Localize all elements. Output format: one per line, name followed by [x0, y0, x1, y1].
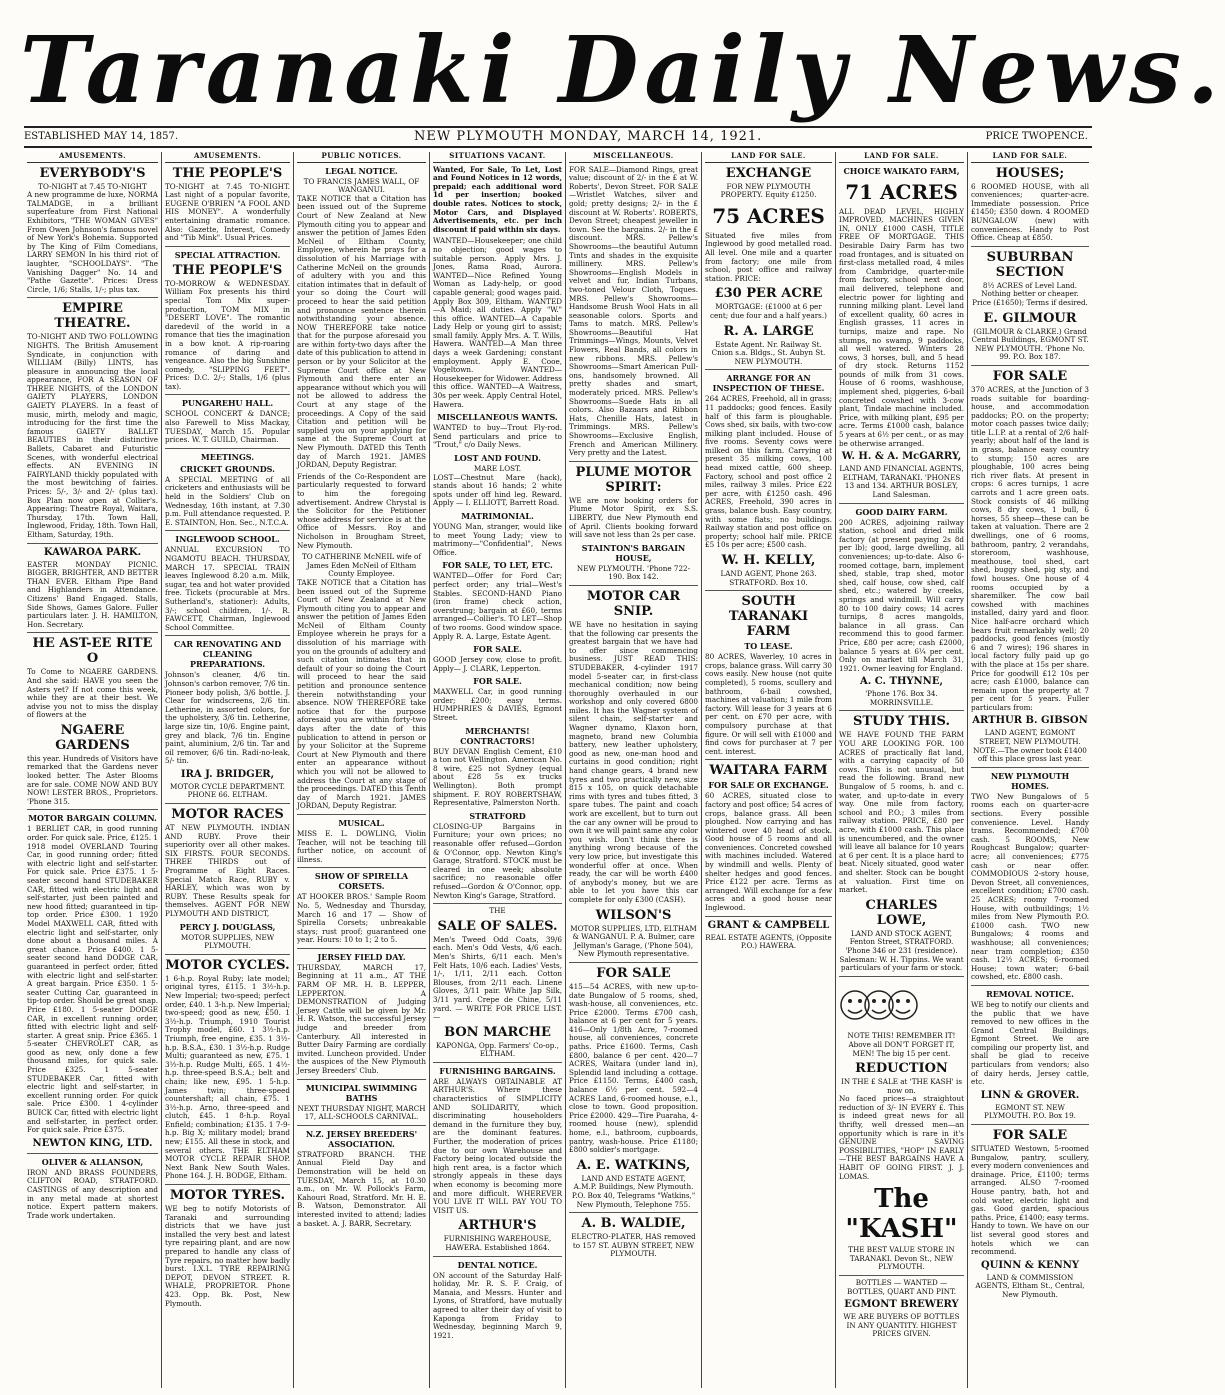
divider: [165, 448, 290, 449]
classified-body: MAXWELL Car, in good running order; £200; easy terms. HUMPHRIES & DAVIES, Egmont Street.: [433, 687, 562, 723]
ad-body: A new programme de luxe, NORMA TALMADGE, in a brilliant superfeature from First National Exhibitors, "THE WOMAN GIVES" From Owen Johnson's famous novel of New York's Bohemia. Supported by The King of Film Comedians, LARRY SEMON In his third riot of laughter, "SCHOOLDAYS". "The Vanishing Dagger" No. 14 and "Pathe Gazette". Prices: Dress Circle, 1/6; Stalls, 1/-; plus tax.: [27, 190, 158, 294]
divider: [27, 543, 158, 544]
classified-body: LOST—Chestnut Mare (hack), stands about 16 hands; 2 white spots under off hind leg. Reward. Apply — I. ELLIOTT, Barrett Road.: [433, 472, 562, 508]
ad-title: INGLEWOOD SCHOOL.: [175, 534, 280, 545]
ad-body: EASTER MONDAY PICNIC. BIGGER, BRIGHTER, AND BETTER THAN EVER. Eltham Pipe Band and Highlanders in Attendance. Citizens' Band Engaged. Stalls, Side Shows, Games Galore. Fuller particulars later. J. H. HAMILTON, Hon. Secretary.: [27, 559, 158, 629]
established-date: ESTABLISHED MAY 14, 1857.: [24, 131, 179, 142]
ad-body: WE HAVE FOUND THE FARM YOU ARE LOOKING FOR. 100 ACRES of practically flat land, with a carrying capacity of 50 cows. This is not unusual, but read the following. Brand new Bungalow of 5 rooms, h. and c. water, and up-to-date in every way. One mile from factory, school and P.O.; 3 miles from railway station. PRICE, £80 per acre, with £1000 cash. This place is unencumbered, and the owner will leave all balance for 10 years at 6 per cent. It is a place hard to beat. Nicely situated, good water and shelter. Stock can be bought at valuation. First time on market.: [839, 730, 964, 895]
ad-title: MUNICIPAL SWIMMING BATHS: [305, 1082, 418, 1103]
ad-body: LAND & COMMISSION AGENTS, Eltham St., Central, New Plymouth.: [975, 1272, 1085, 1299]
ad-title: CAR RENOVATING AND CLEANING PREPARATIONS.: [173, 639, 282, 670]
divider: [705, 759, 832, 760]
ad-title: MOTOR CAR SNIP.: [586, 588, 681, 619]
ad-title: STUDY THIS.: [853, 714, 950, 730]
ad-body: NOTE THIS! REMEMBER IT! Above all DON'T FORGET IT, MEN! The big 15 per cent.: [847, 1031, 956, 1058]
column-amusements-1: [24, 152, 162, 1388]
ad-subtitle: TO CATHERINE McNEIL wife of James Eden McNeil of Eltham County Employee.: [301, 552, 422, 579]
ad-title: JERSEY FIELD DAY.: [317, 951, 406, 962]
ad-title: WAITARA FARM: [709, 763, 828, 779]
cartoon-faces-illustration: [839, 983, 919, 1027]
ad-body: MOTOR CYCLE DEPARTMENT. PHONE 66. ELTHAM.: [170, 781, 285, 800]
column-heading: LAND FOR SALE.: [839, 152, 964, 163]
section-title: MATRIMONIAL.: [461, 510, 534, 521]
ad-body: TWO New Bungalows of 5 rooms each on quarter-acre sections. Every possible convenience. Level. Handy trams. Recommended; £700 cash. 5 ROOMS, New Roughcast Bungalow; quarter-acre; all conveniences; £775 cash or near offer. COMMODIOUS 2-story house, Devon Street, all conveniences, excellent condition; £700 cash. 25 ACRES; roomy 7-roomed House, with outbuildings; 1½ miles from New Plymouth P.O. £1000 cash. TWO new Bungalows; 4 rooms and washhouse; all conveniences; near tram completion; £350 cash. 12½ ACRES; 6-roomed House; town water; 6-bail cowshed, etc. £800 cash.: [971, 791, 1089, 982]
ad-body: 6 ROOMED HOUSE, with all conveniences; quarter-acre. Immediate possession. Price £1450; £350 down. 4 ROOMED BUNGALOW (new) with conveniences. Handy to Post Office. Cheap at £850.: [971, 181, 1089, 243]
ad-body: ANNUAL EXCURSION TO NGAMOTU BEACH. THURSDAY, MARCH 17. SPECIAL TRAIN leaves Inglewood 8.20 a.m. Milk, sugar, tea and hot water provided free. Tickets (procurable at Mrs. Sutherland's, stationer): Adults, 3/-; school children, 1/-. R. FAWCETT, Chairman, Inglewood School Committee.: [165, 545, 290, 632]
ad-subtitle: TO-NIGHT at 7.45 TO-NIGHT: [38, 181, 147, 191]
divider: [297, 814, 426, 815]
ad-subtitle: MARE LOST.: [473, 464, 522, 473]
ad-title: E. GILMOUR: [983, 310, 1077, 326]
ad-body: ARE ALWAYS OBTAINABLE AT ARTHUR'S. Where these characteristics of SIMPLICITY AND SOLIDARITY, which discriminating householders demand in the furniture they buy, are the dominant features. Further, the moderation of prices due to our own Warehouse and Factory being located outside the high rent area, is a factor which strongly appeals in these days when economy is becoming more and more difficult. WHEREVER YOU LIVE IT WILL PAY YOU TO VISIT US.: [433, 1076, 562, 1215]
ad-title: WILSON'S: [595, 907, 672, 923]
ad-subtitle: FOR SALE OR EXCHANGE.: [708, 780, 829, 791]
ad-title: A. B. WALDIE,: [581, 1216, 686, 1232]
divider: [165, 530, 290, 531]
divider: [165, 954, 290, 955]
divider: [297, 948, 426, 949]
ad-title: FURNISHING BARGAINS.: [439, 1065, 556, 1076]
divider: [165, 394, 290, 395]
price: PRICE TWOPENCE.: [985, 131, 1088, 142]
divider: [971, 1124, 1089, 1125]
ad-body: AT HOOKER BROS.' Sample Room No. 5, Wednesday and Thursday, March 16 and 17 — Show of Spirella Corsets; unbreakable stays; rust proof; guaranteed one year. Hours: 10 to 1; 2 to 5.: [297, 892, 426, 945]
divider: [297, 1079, 426, 1080]
divider: [705, 916, 832, 917]
ad-body: LAND AND STOCK AGENT, Fenton Street, STRATFORD. 'Phone 346 or 231 (residence). Salesman: W. H. Tippins. We want particulars of your farm or stock.: [839, 928, 964, 973]
divider: [971, 365, 1089, 366]
ad-body: 1 6-h.p. Royal Ruby; late model; original tyres, £115. 1 3½-h.p. New Imperial; two-speed; perfect order, £40. 1 3-h.p. New Imperial; two-speed; good as new, £50. 1 3½-h.p. Triumph, 1910 Tourist Trophy model, £60. 1 3½-h.p. Triumph, free engine, £35. 1 3½-h.p. B.S.A., £30. 1 3½-h.p. Rudge Multi; guaranteed as new, £75. 1 3½-h.p. Rudge Multi, £65. 1 4½-h.p. three-speed B.S.A.; belt and chain; like new, £95. 1 5-h.p. James twin; three-speed countershaft; all chain, £75. 1 3½-h.p. Arno, three-speed and clutch, £45. 1 8-h.p. Royal Enfield; combination; £135. 1 7-9-h.p. Big X; military model; brand new; £155. All these in stock, and several others. THE ELTHAM MOTOR CYCLE REPAIR SHOP. Next Bank New South Wales. Phone 164. J. H. BODGE, Eltham.: [165, 973, 290, 1181]
ad-body: 200 ACRES, adjoining railway station, school and dried milk factory (at present paying 2s 8d per lb); good, large dwelling, all conveniences; up-to-date. Also 6-roomed cottage, barn, implement shed, stable, trap shed, motor shed, calf house, cow shed, calf shed, etc.; watered by creeks, springs and windmill. Will carry 80 to 100 dairy cows; 14 acres turnips, 8 acres mangolds, balance in all grass. Can recommend this to good farmer. Price, £80 per acre; cash £2000, balance 5 years at 6¼ per cent. Only on market till March 31, 1921. Owner leaving for England.: [839, 517, 964, 673]
column-heading: AMUSEMENTS.: [165, 152, 290, 163]
divider: [705, 590, 832, 591]
column-situations-vacant: [430, 152, 566, 1388]
column-miscellaneous: [566, 152, 702, 1388]
divider: [433, 903, 562, 904]
ad-body: STRATFORD BRANCH. THE Annual Field Day and Demonstration will be held on TUESDAY, March 15, at 10.30 a.m., on Mr. W. Pollock's Farm, Kahouri Road, Stratford. Mr. H. E. B. Watson, Demonstrator. All interested invited to attend; ladies a basket. A. J. BARR, Secretary.: [297, 1149, 426, 1228]
classified-body: WANTED to buy—Trout Fly-rod. Send particulars and price to "Trout," c/o Daily News.: [433, 423, 562, 450]
ad-body: ELECTRO-PLATER, HAS removed to 157 ST. AUBYN STREET, NEW PLYMOUTH.: [571, 1232, 696, 1259]
column-land-for-sale-1: [702, 152, 836, 1388]
ad-title: HOUSES;: [995, 165, 1065, 181]
ad-body: Friends of the Co-Respondent are particularly requested to forward to him the foregoing advertisement. Andrew Chrystal is the Solicitor for the Petitioner whose address for service is at the Office of Messrs. Roy and Nicholson in Brougham Street, New Plymouth.: [297, 471, 426, 550]
ad-title: SALE OF SALES.: [437, 918, 558, 934]
column-heading: LAND FOR SALE.: [705, 152, 832, 163]
ad-body: LAND AND FINANCIAL AGENTS, ELTHAM, TARANAKI. 'PHONES 13 and 134. ARTHUR BOSLEY, Land Salesman.: [839, 464, 964, 499]
divider: [433, 1256, 562, 1257]
ad-title: LINN & GROVER.: [980, 1089, 1080, 1101]
ad-body: NEW PLYMOUTH. 'Phone 722-190. Box 142.: [576, 563, 691, 582]
ad-body: LAND AGENT, EGMONT STREET, NEW PLYMOUTH. NOTE.—The owner took £1400 off this place gross last year.: [973, 728, 1087, 764]
ad-body: WE ARE BUYERS OF BOTTLES IN ANY QUANTITY. HIGHEST PRICES GIVEN.: [843, 1312, 960, 1339]
ad-body: Situated five miles from Inglewood by good metalled road. All level. One mile and a quarter from factory; one mile from school, post office and railway station. PRICE:: [705, 230, 832, 283]
divider: [971, 985, 1089, 986]
ad-title: NGAERE GARDENS: [55, 722, 130, 753]
ad-body: REAL ESTATE AGENTS, (Opposite P.O.) HAWERA.: [705, 932, 832, 951]
section-title: MISCELLANEOUS WANTS.: [437, 412, 558, 423]
ad-body: Johnson's cleaner, 4/6 tin. Johnson's carbon remover, 7/6 tin. Pioneer body polish, 3/6 bottle. J. Clear for windscreens, 2/6 tin. Letherine, in assorted colors, for the upholstery, 3/6 tin. Letherine, large size tin, 10/6. Engine paint, grey and black, 7/6 tin. Engine paint, aluminium, 2/6 tin. Tar and oil remover, 6/6 tin. Radi-no-leak, 5/- tin.: [165, 670, 290, 766]
ad-body: 370 ACRES, at the Junction of 3 roads suitable for boarding-house, and accommodation paddocks; P.O. on the property; motor coach passes twice daily; title L.I.P. at a rental of 2/6 half-yearly; about half of the land is in grass, balance easy country to stump; 150 acres are ploughable, 100 acres being rich river flats. At present in crops: 6 acres turnips, 1 acre carrots and 1 acre green oats. Stock consists of 46 milking cows, 8 dry cows, 1 bull, 6 horses, 55 sheep—these can be taken at valuation. There are 2 dwellings, one of 6 rooms, bathroom, pantry, 2 verandahs, storeroom, washhouse, meathouse, tool shed, cart shed, buggy shed, pig sty, and fowl houses. One house of 4 rooms occupied by a sharemilker. The cow bail cowshed with machines installed, dairy yard and floor. Nice half-acre orchard which bears fruit remarkably well; 20 paddocks, good fences (mostly 6 and 7 wires); 196 shares in local factory fully paid up go with the place at 15s per share. Price for goodwill £12 10s per acre; cash £1000, balance can remain upon the property at 7 per cent for 5 years. Fuller particulars from:: [971, 384, 1089, 712]
ad-price: £30 PER ACRE: [714, 286, 823, 302]
classified-body: WANTED—Housekeeper; one child no objection; good wages to suitable person. Apply Mrs. J. Jones, Rama Road, Aurora. WANTED—Nice Refined Young Woman as Lady-help, or good capable general; good wages paid. Apply Box 309, Eltham. WANTED—A Maid; all duties. Apply "W." this office. WANTED—A Capable Lady Help or young girl to assist; small family. Apply Mrs. A. T. Wills, Hawera. WANTED—A Man three days a week Gardening; constant employment. Apply E. Cooe, Vogeltown. WANTED—Housekeeper for Widower. Address this office. WANTED—A Waitress, 30s per week. Apply Central Hotel, Hawera.: [433, 236, 562, 409]
divider: [569, 461, 698, 462]
ad-title: N.Z. JERSEY BREEDERS' ASSOCIATION.: [305, 1128, 418, 1149]
divider: [297, 1125, 426, 1126]
column-public-notices: [294, 152, 430, 1388]
ad-kicker: THE: [489, 906, 506, 916]
ad-title: W. H. KELLY,: [721, 553, 816, 568]
ad-body: 264 ACRES, Freehold, all in grass; 11 paddocks; good fences. Easily half of this farm is ploughable. Cows shed, six bails, with two-cow milking plant included. House of five rooms. Seventy cows were milked on this farm. Carrying at present 35 milking cows, 100 head mixed cattle, 600 sheep. Factory, school and post office 2 miles, railway 3 miles. Price £22 per acre, with £1250 cash. 496 ACRES, Freehold, 390 acres in grass, balance bush. Easy country, with some flats; no buildings. Railway station and post office on property; school half mile. PRICE £5 10s per acre; £500 cash.: [705, 394, 832, 550]
divider: [433, 1062, 562, 1063]
ad-title: EMPIRE THEATRE.: [54, 301, 131, 332]
ad-body: WE beg to notify Motorists of Taranaki and surrounding districts that we have just installed the very best and latest tyre repairing plant, and are now prepared to handle any class of Tyre repairs, no matter how badly burst. I.X.L. TYRE REPAIRING DEPOT, DEVON STREET. R. WHALE, PROPRIETOR. Phone 423. Opp. Bk. Post, New Plymouth.: [165, 1204, 290, 1308]
dateline: [24, 126, 1092, 148]
ad-subtitle: CRICKET GROUNDS.: [180, 463, 275, 474]
ad-title: ARRANGE FOR AN INSPECTION OF THESE.: [712, 373, 825, 394]
ad-title: A. C. THYNNE,: [860, 676, 943, 688]
ad-body: SITUATED Westown, 5-roomed Bungalow, pantry, scullery, every modern conveniences and drainage. Price, £1100; terms arranged. ALSO 7-roomed House pantry, bath, hot and cold water, electric light and gas. Good garden, spacious paths. Price, £1400; easy terms. Handy to town. We have on our list several good stores and hotels which we can recommend.: [971, 1144, 1089, 1257]
ad-body: MOTOR SUPPLIES, LTD, ELTHAM & WANGANUI. P. A. Bulmer, care Jellyman's Garage, ('Phone 504), New Plymouth representative.: [570, 923, 697, 959]
ad-title: FOR SALE: [992, 1128, 1068, 1144]
divider: [165, 803, 290, 804]
divider: [27, 632, 158, 633]
ad-title: MUSICAL.: [338, 817, 385, 828]
ad-body: 8½ ACRES of Level Land. Nothing better or cheaper. Price (£1650); Terms if desired.: [972, 280, 1088, 307]
divider: [971, 767, 1089, 768]
ad-body: 80 ACRES, Waverley, 10 acres in crops, balance grass. Will carry 30 cows easily. New house (not quite completed), 5 rooms, scullery and bathroom, 6-bail cowshed, machines at valuation; 1 mile from factory. Will lease for 3 years at 6 per cent. on £70 per acre, with compulsory purchase at that figure. Or will sell with £1000 and find cows for purchaser at 7 per cent. interest.: [705, 652, 832, 756]
classified-body: WANTED—Offer for Ford Car; perfect order; any trial—West's Stables. SECOND-HAND Piano (iron frame) check action, overstrung; bargain at £60, terms arranged—Collier's. TO LET—Shop of two rooms. Good window space. Apply R. A. Large, Estate Agent.: [433, 571, 562, 641]
ad-body: LAND AGENT, Phone 263. STRATFORD. Box 10.: [720, 569, 817, 587]
ad-subtitle: SPECIAL ATTRACTION.: [174, 249, 281, 260]
ad-body: Men's Tweed Odd Coats, 39/6 each. Men's Odd Vests, 4/6 each. Men's Shirts, 6/11 each. Men's Felt Hats, 10/6 each. Ladies' Vests, 1/-, 1/11, 2/11 each. Cotton Blouses, from 2/11 each. Linene Gloves, 3/11 pair. White Jap Silk, 3/11 yard. Crepe de Chine, 5/11 yard. — WRITE FOR PRICE LIST. —: [433, 934, 562, 1022]
section-title: FOR SALE, TO LET, ETC.: [442, 560, 553, 571]
ad-body: TAKE NOTICE that a Citation has been issued out of the Supreme Court of New Zealand at New Plymouth citing you to appear and answer the petition of James Eden McNeil of Eltham County, Employee, wherein he prays for a dissolution of his Marriage with Catherine McNeil on the grounds of adultery with you and this citation intimates that in default of your so doing the Court will proceed to hear the said petition and pronounce sentence therein notwithstanding your absence. NOW THEREFORE take notice that for the purpose aforesaid you are within forty-two days after the date of this publication to attend in person or by your Solicitor at the Supreme Court office at New Plymouth and there enter an appearance without which you will not be allowed to address the Court at any stage of the proceedings. A Copy of the said Citation and petition will be supplied you on your applying for same at the Supreme Court at New Plymouth. DATED this Tenth day of March 1921. JAMES JORDAN, Deputy Registrar.: [297, 193, 426, 470]
column-amusements-2: [162, 152, 294, 1388]
divider: [27, 809, 158, 810]
ad-body: 415—54 ACRES, with new up-to-date Bungalow of 5 rooms, shed, wash-house, all conveniences, etc. Price £2000. Terms £700 cash, balance at 6 per cent for 5 years. 416—Only 1/8th Acre, 7-roomed house, all conveniences, concrete paths. Price £1600. Terms, Cash £800, balance 6 per cent. 420—7 ACRES, Waitara (under land in), Splendid land including a cottage. Price £1150. Terms, £400 cash, balance 6½ per cent. 592—4 ACRES Land, 6-roomed house, e.l., close to town. Good proposition. Price £2000. 429—Tire Puaraha, 4-roomed house (new), splendid home, e.l., bathroom, cupboards, pantry, wash-house. Price £1180; £800 soldier's mortgage.: [569, 981, 698, 1155]
ad-body: Estate Agent. Nr. Railway St. Cnion s.a. Bldgs., St. Aubyn St. NEW PLYMOUTH.: [711, 339, 826, 366]
ad-body: LAND AND ESTATE AGENT, A.M.P. Buildings, New Plymouth. P.O. Box 40, Telegrams "Watkins," New Plymouth, Telephone 755.: [571, 1173, 696, 1209]
ad-title: FOR SALE: [596, 965, 671, 981]
ad-title: MOTOR BARGAIN COLUMN.: [28, 813, 157, 824]
ad-body: MORTGAGE: (£1000 at 6 per cent; due four and a half years.): [710, 302, 827, 320]
ad-title: SOUTH TARANAKI FARM: [728, 594, 809, 640]
ad-body: KAPONGA, Opp. Farmers' Co-op., ELTHAM.: [436, 1040, 559, 1059]
ad-title: CHARLES LOWE,: [865, 897, 938, 928]
ad-subtitle: TO LEASE.: [744, 641, 793, 652]
issue-date: NEW PLYMOUTH MONDAY, MARCH 14, 1921.: [414, 129, 763, 144]
column-land-for-sale-3: [968, 152, 1092, 1388]
classified-body: BUY DEVAN English Cement, £10 a ton not Wellington. American No. 8 wire, £25 not Sydney (equal about £28 5s ex trucks Wellington). Both prompt shipment. F. ROY ROBERTSHAW, Representative, Palmerston North.: [433, 746, 562, 808]
ad-title: FOR SALE: [992, 368, 1068, 384]
column-heading: MISCELLANEOUS.: [569, 152, 698, 163]
ad-title: FOR SALE.: [473, 644, 522, 655]
newspaper-title: Taranaki Daily News.: [20, 16, 1225, 124]
ad-title: CHOICE WAIKATO FARM,: [843, 165, 960, 176]
section-title: MEETINGS.: [200, 451, 255, 462]
ad-title: REMOVAL NOTICE.: [986, 988, 1074, 999]
divider: [839, 710, 964, 711]
ad-title: KAWAROA PARK.: [43, 546, 142, 558]
column-land-for-sale-2: [836, 152, 968, 1388]
ad-title: The "KASH": [845, 1184, 958, 1245]
ad-body: 1 BERLIET CAR, in good running order. For quick sale. Price, £125. 1 1918 model OVERLAND Touring Car, in good running order; fitted with electric light and self-starter. For quick sale. Price £375. 1 5-seater second hand STUDEBAKER CAR, fitted with electric light and self-starter, just been painted and new hood fitted; guaranteed in tip-top order. Price £300. 1 1920 Model MAXWELL CAR, fitted with electric light and self-starter, only done about a thousand miles. A great chance. Price £400. 1 5-seater second hand DODGE CAR, guaranteed in perfect order, fitted with electric light and self-starter. A great bargain. Price £350. 1 5-seater Cutting Car, guaranteed in tip-top order. Should be great snap. Price £180. 1 5-seater DODGE CAR, in excellent running order, fitted with electric light and self-starter. A great snip. Price £365. 1 5-seater CHEVROLET CAR, as good as new, only done a few thousand miles, for quick sale. Price £325. 1 5-seater STUDEBAKER Car, fitted with electric light and self-starter, in excellent running order. For quick sale. Price £300. 1 4-cylinder BUICK Car, fitted with electric light and self-starter, in perfect order. For quick sale. Price £375.: [27, 824, 158, 1135]
ad-title: PLUME MOTOR SPIRIT:: [575, 464, 692, 495]
ad-body: TO-NIGHT AND TWO FOLLOWING NIGHTS. The British Amusement Syndicate, in conjunction with WILLIAM (Billy) LINTS, has pleasure in announcing the local appearance, FOR A SEASON OF THREE NIGHTS, of the LONDON GAIETY PLAYERS, LONDON GAIETY PLAYERS. In a feast of music, mirth, melody and magic, introducing for the first time the famous GAIETY BALLET BEAUTIES in their distinctive Ballets, Cabaret and Futuristic Scenes, with wonderful electrical effects. AN EVENING IN FAIRYLAND thickly populated with the most bewitching of fairies. Prices: 5/-, 3/- and 2/- (plus tax). Box Plan now open at Collier's. Appearing: Theatre Royal, Waitara, Thursday, 17th. Town Hall, Inglewood, Friday, 18th. Town Hall, Eltham, Saturday, 19th.: [27, 332, 158, 539]
ad-body: IRON AND BRASS FOUNDERS, CLIFTON ROAD, STRATFORD. CASTINGS of any description and in any metal made at shortest notice. Expert pattern makers. Trade work undertaken.: [27, 1167, 158, 1220]
ad-title: STRATFORD: [469, 810, 526, 821]
classified-body: YOUNG Man, stranger, would like to meet Young Lady; view to matrimony—"Confidential", News Office.: [433, 521, 562, 557]
ad-headline: 71 ACRES: [845, 179, 958, 204]
ad-body: THURSDAY, MARCH 17, Beginning at 11 a.m., AT THE FARM OF MR. H. B. LEPPER, LEPPERTON. A DEMONSTRATION of Judging Jersey Cattle will be given by Mr. H. R. Watson, the successful Jersey judge and breeder from Canterbury. All interested in Butter Dairy Farming are cordially invited. Luncheon provided. Under the auspices of the New Plymouth Jersey Breeders' Club.: [297, 962, 426, 1075]
ad-body: (GILMOUR & CLARKE.) Grand Central Buildings, EGMONT ST. NEW PLYMOUTH. 'Phone No. 99. P.O. Box 187.: [971, 326, 1089, 362]
divider: [297, 867, 426, 868]
ad-title: DENTAL NOTICE.: [457, 1259, 538, 1270]
ad-body: AT NEW PLYMOUTH. INDIAN AND RUBY. Prove their superiority over all other makes. SIX FIRSTS. FOUR SECONDS. THREE THIRDS out of Programme of Eight Races. Special Match Race, RUBY v. HARLEY, which was won by RUBY. These Results speak for themselves. AGENT FOR NEW PLYMOUTH AND DISTRICT,: [165, 823, 290, 918]
ad-subtitle: TO FRANCIS JAMES WALL, OF WANGANUI.: [303, 176, 420, 195]
divider: [165, 246, 290, 247]
ad-body: MISS E. L. DOWLING, Violin Teacher, will not be teaching till further notice, on account of illness.: [297, 828, 426, 864]
ad-title: FOR SALE.: [473, 676, 522, 687]
divider: [971, 246, 1089, 247]
divider: [839, 976, 964, 977]
ad-body: THE BEST VALUE STORE IN TARANAKI. Devon St., NEW PLYMOUTH.: [848, 1245, 955, 1272]
ad-title: PUNGAREHU HALL.: [181, 398, 274, 409]
divider: [839, 503, 964, 504]
ad-body: No faced prices—a straightout reduction of 3/- IN EVERY £. This is indeed great news for all thrifty, well dressed men—an opportunity which is rare in it's GENUINE SAVING POSSIBILITIES, "HOP" IN EARLY—THE BEST BARGAINS HAVE A HABIT OF GOING FIRST. J. J. LOMAS.: [839, 1094, 964, 1181]
ad-title: 75 ACRES: [712, 203, 825, 228]
ad-title: SUBURBAN SECTION: [986, 249, 1074, 280]
classified-body: FOR SALE—Diamond Rings, great value; discount of 2/- in the £ at W. Roberts', Devon Street. FOR SALE—Wristlet Watches, silver and gold; pretty designs; 2/- in the £ discount at W. Roberts'. ROBERTS, Devon Street; cheapest jeweller in town. See the bargains. 2/- in the £ discount. MRS. Pellew's Showrooms—the beautiful Autumn Tints and shades in the exquisite millinery. MRS. Pellew's Showrooms—English Models in velvet and fur, Indian Turbans, two-toned Velour Cloth, Toques. MRS. Pellew's Showrooms—Handsome Brush Wool Hats in all seasonable colors. Sports and Tams to match. MRS. Pellew's Showrooms—Beautiful Hat Trimmings—Wings, Mounts, Velvet Flowers, Real Bands, all colors in new ribbons. MRS. Pellew's Showrooms—Smart American Pull-ons, handsomely browned. All pretty shades and smart, moderately priced. MRS. Pellew's Showrooms—Suede Hats in all colors. Also Bazaars and Ribbon Hats, Chenille Hats, latest in Trimmings. MRS. Pellew's Showrooms—Exclusive English, French and American Millinery. Very pretty and the Latest.: [569, 164, 698, 458]
ad-body: 'Phone 176. Box 34. MORRINSVILLE.: [865, 689, 938, 707]
ad-title: MOTOR CYCLES.: [165, 957, 290, 973]
ad-body: FURNISHING WAREHOUSE, HAWERA. Established 1864.: [443, 1234, 552, 1252]
column-heading: LAND FOR SALE.: [971, 152, 1089, 163]
ad-title: EGMONT BREWERY: [844, 1299, 959, 1311]
ad-title: IRA J. BRIDGER,: [180, 768, 275, 780]
ad-title: ARTHUR B. GIBSON: [972, 715, 1088, 727]
divider: [839, 1275, 964, 1276]
ad-body: WE are now booking orders for Plume Motor Spirit, ex S.S. LIBERTY, due New Plymouth end of April. Clients booking forward will save not less than 2s per case.: [569, 495, 698, 540]
ad-title: R. A. LARGE: [723, 323, 814, 339]
ad-title: SHOW OF SPIRELLA CORSETS.: [314, 871, 409, 892]
ad-body: TAKE NOTICE that a Citation has been issued out of the Supreme Court of New Zealand at New Plymouth citing you to appear and answer the petition of James Eden McNeil of Eltham County Employee wherein he prays for a dissolution of his marriage with you on the grounds of adultery and such citation intimates that in default of your so doing the Court will proceed to hear the said petition and pronounce sentence therein notwithstanding your absence. NOW THEREFORE take notice that for the purpose aforesaid you are within forty-two days after the date of this publication to attend in person or by your Solicitor at the Supreme Court at New Plymouth and there enter an appearance without which you will not be allowed to address the Court at any stage of the proceedings. DATED this Tenth day of March 1921. JAMES JORDAN, Deputy Registrar.: [297, 577, 426, 811]
ad-title: W. H. & A. McGARRY,: [841, 451, 962, 463]
ad-agent-detail: MOTOR SUPPLIES, NEW PLYMOUTH.: [180, 932, 275, 951]
ad-agent: PERCY J. DOUGLASS,: [179, 921, 276, 932]
ad-title: LEGAL NOTICE.: [325, 165, 398, 176]
ad-title: EXCHANGE: [725, 165, 812, 181]
ad-title: NEWTON KING, LTD.: [32, 1137, 153, 1149]
ad-title: ARTHUR'S: [458, 1218, 537, 1234]
ad-title: THE PEOPLE'S: [172, 262, 283, 278]
ad-title: QUINN & KENNY: [980, 1259, 1080, 1271]
ad-title: HE AST-EE RITE O: [32, 636, 153, 667]
ad-body: TO-NIGHT at 7.45 TO-NIGHT. Last night of a popular favorite, EUGENE O'BRIEN "A FOOL AND HIS MONEY". A wonderfully entertaining dramatic romance. Also: Gazette, Interest, Comedy and "Tib Mink". Usual Prices.: [165, 181, 290, 243]
column-heading: PUBLIC NOTICES.: [297, 152, 426, 163]
ad-title: OLIVER & ALLANSON,: [41, 1156, 144, 1167]
ad-body: ON account of the Saturday Half-holiday, Mr. R. S. F. Craig, of Manaia, and Messrs. Hunter and Lyons, of Stratford, have mutually agreed to alter their day of visit to Kaponga from Friday to Wednesday, beginning March 9, 1921.: [433, 1270, 562, 1340]
ad-title: STAINTON'S BARGAIN HOUSE,: [581, 542, 686, 563]
ad-title: BON MARCHE: [444, 1024, 551, 1040]
rates-note: Wanted, For Sale, To Let, Lost and Found Notices in 12 words, prepaid; each additional word 1d per insertion; booked double rates. Notices to stock, Motor Cars, and Displayed Advertisements, etc. per inch discount if paid within six days.: [433, 164, 562, 234]
ad-body: EGMONT ST. NEW PLYMOUTH. P.O. Box 19.: [984, 1102, 1076, 1121]
column-heading: AMUSEMENTS.: [27, 152, 158, 163]
ad-title: THE PEOPLE'S: [172, 165, 283, 181]
ad-title: EVERYBODY'S: [39, 165, 146, 181]
divider: [569, 1212, 698, 1213]
ad-title: MOTOR TYRES.: [169, 1188, 286, 1204]
ad-title: REDUCTION: [855, 1061, 948, 1077]
classified-body: GOOD Jersey cow, close to profit. Apply— J. CLARK, Lepperton.: [433, 655, 562, 673]
ad-body: WE beg to notify our clients and the public that we have removed to new offices in the Grand Central Buildings, Egmont Street. We are compiling our property list, and shall be glad to receive particulars from vendors; also of dairy herds, Jersey cattle, etc.: [971, 999, 1089, 1087]
masthead: [20, 14, 1225, 126]
column-heading: SITUATIONS VACANT.: [433, 152, 562, 163]
divider: [569, 962, 698, 963]
ad-body: NEXT THURSDAY NIGHT, MARCH 17, ALL-SCHOOLS CARNIVAL.: [297, 1103, 426, 1122]
classified-body: CLOSING-UP Bargains in Furniture; your own prices; no reasonable offer refused—Gordon & O'Connor, opp. Newton King's Garage, Stratford. STOCK must be cleared in one week; absolute sacrifice; no reasonable offer refused—Gordon & O'Connor, opp. Newton King's Garage, Stratford.: [433, 821, 562, 900]
columns: [24, 152, 1092, 1388]
ad-body: BOTTLES — WANTED — BOTTLES, QUART AND PINT.: [846, 1278, 957, 1296]
divider: [165, 635, 290, 636]
ad-title: GOOD DAIRY FARM.: [855, 506, 948, 517]
ad-title: GRANT & CAMPBELL: [707, 919, 830, 931]
ad-body: TO-MORROW & WEDNESDAY. William Fox presents his third special Tom Mix super-production, TOM MIX in "DESERT LOVE". The romantic daredevil of the world in a romance that ties the imagination in a bow knot. A rip-roaring romance of daring and vengeance. Also the big Sunshine comedy, "SLIPPING FEET". Prices: D.C. 2/-; Stalls, 1/6 (plus tax).: [165, 278, 290, 391]
ad-body: this year. Hundreds of Visitors have remarked that the Gardens never looked better. The Aster Blooms are for sale. COME NOW AND BUY NOW! LESTER BROS., Proprietors. 'Phone 315.: [27, 753, 158, 806]
ad-body: ALL DEAD LEVEL, HIGHLY IMPROVED, MACHINES GIVEN IN, ONLY £1000 CASH, TITLE FREE OF MORTGAGE. THIS Desirable Dairy Farm has two road frontages, and is situated on first-class metalled road, 4 miles from Cambridge, quarter-mile from factory, school next door, mail delivered, telephone and electric power for lighting and running milking plant. Level land of excellent quality, 60 acres in English grasses, 11 acres in turnips, maize and rape. No stumps, no swamp, 9 paddocks, all well watered. Winters 28 cows, 3 horses, bull, and 5 head of dry stock. Returns 1152 pounds of milk from 31 cows. House of 6 rooms, washhouse, implement shed, piggeries, 6-bail concreted cowshed with 3-cow plant, Tindale machine included. Price, with milking plant, £95 per acre. Terms £1000 cash, balance 5 years at 6½ per cent., or as may be otherwise arranged.: [839, 206, 964, 448]
ad-subtitle: IN THE £ SALE at 'THE KASH' is now on.: [840, 1077, 963, 1095]
divider: [27, 1153, 158, 1154]
ad-body: WE have no hesitation in saying that the following car presents the greatest bargain that we have had to offer since commencing business. JUST READ THIS: STUDEBAKER, 4-cylinder 1917 model 5-seater car, in first-class mechanical condition; now being thoroughly overhauled in our workshop and only covered 6800 miles. It has the Wagner system of silent chain, self-starter and Wagner dynamo, Klaxon horn, magneto, brand new Columbia battery, new leather upholstery, good as new, one-man hood and curtains in good condition; right hand change gears, 4 brand new tyres and two practically new, size 815 x 105, on quick detachable rims with tyres and tubes fitted, 3 spare tubes. The paint and coach work are excellent, but to turn out the car any owner will be proud to own it we will paint same any color you wish. Don't think there is anything wrong because of the very low price, but investigate this wonderful offer at once. When ready, the car will be worth £400 of anybody's money, but we are able to let you have this car complete for only £300 (CASH).: [569, 619, 698, 904]
ad-body: 60 ACRES, situated close to factory and post office; 54 acres of crops, balance grass. All been ploughed. Now carrying and has wintered over 40 head of stock. Good house of 5 rooms and all conveniences. Concreted cowshed with machines included. Watered by windmill and wells. Plenty of shelter hedges and good fences. Price £122 per acre. Terms as arranged. Will exchange for a few acres and a good house near Inglewood.: [705, 791, 832, 913]
ad-title: NEW PLYMOUTH HOMES.: [990, 770, 1070, 791]
ad-body: A SPECIAL MEETING of all cricketers and enthusiasts will be held in the Soldiers' Club on Wednesday, 16th instant, at 7.30 p.m. Full attendance requested. P. E. STAINTON, Hon. Sec., N.T.C.A.: [165, 474, 290, 527]
ad-body: To Come to NGAERE GARDENS. And she said: HAVE you seen the Asters yet? If not come this week, while they are at their best. We advise you not to miss the display of flowers at the: [27, 667, 158, 720]
divider: [569, 585, 698, 586]
divider: [27, 297, 158, 298]
ad-title: MERCHANTS! CONTRACTORS!: [460, 725, 535, 746]
ad-title: A. E. WATKINS,: [576, 1157, 691, 1173]
ad-title: MOTOR RACES: [171, 807, 284, 823]
ad-body: SCHOOL CONCERT & DANCE; also Farewell to Miss Mackay, TUESDAY, March 15. Popular prices. W. T. GUILD, Chairman.: [165, 409, 290, 445]
divider: [705, 369, 832, 370]
section-title: LOST AND FOUND.: [454, 453, 541, 463]
divider: [165, 1184, 290, 1185]
ad-body: FOR NEW PLYMOUTH PROPERTY. Equity £1250.: [720, 181, 817, 200]
